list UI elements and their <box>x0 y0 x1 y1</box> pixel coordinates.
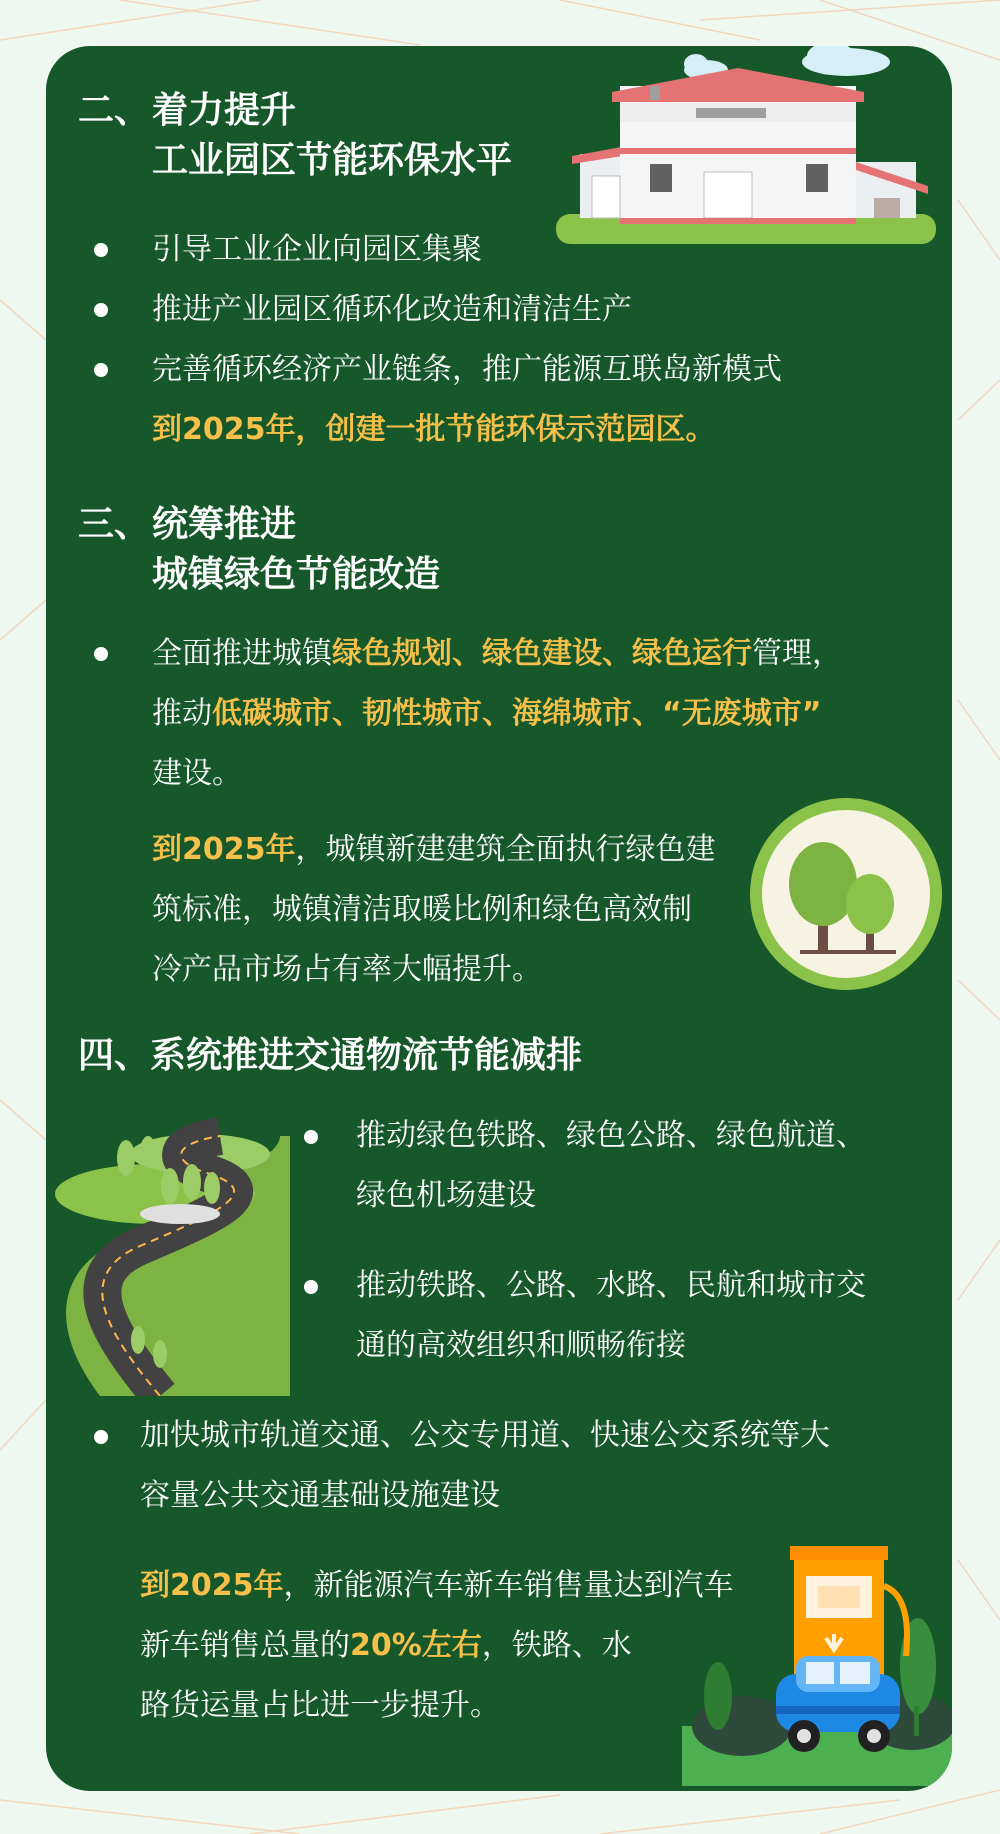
highlight-span: 绿色规划、绿色建设、绿色运行 <box>332 636 752 671</box>
section4-bullet3-line1: 加快城市轨道交通、公交专用道、快速公交系统等大 <box>140 1418 830 1453</box>
bullet-dot <box>94 1430 108 1444</box>
text-span: ，铁路、水 <box>481 1628 632 1663</box>
section4-bullet2-line1: 推动铁路、公路、水路、民航和城市交 <box>356 1268 866 1303</box>
text-span: ，城镇新建建筑全面执行绿色建 <box>295 832 716 867</box>
text-span: 全面推进城镇 <box>152 636 332 671</box>
section3-title-line2: 城镇绿色节能改造 <box>152 554 441 595</box>
section2-number: 二、 <box>78 90 151 131</box>
text-span: 推动 <box>152 696 212 731</box>
section4-bullet2-line2: 通的高效组织和顺畅衔接 <box>356 1328 686 1363</box>
section2-bullet-3: 完善循环经济产业链条，推广能源互联岛新模式 <box>152 352 782 387</box>
bullet-dot <box>304 1280 318 1294</box>
section2-bullet-2: 推进产业园区循环化改造和清洁生产 <box>152 292 632 327</box>
trees-badge-icon <box>748 796 944 992</box>
section3-target-line3: 冷产品市场占有率大幅提升。 <box>152 952 542 987</box>
ev-charging-car-icon <box>682 1546 952 1791</box>
section2-title-line1: 着力提升 <box>152 90 297 131</box>
section3-title-line1: 统筹推进 <box>152 504 297 545</box>
section4-bullet1-line1: 推动绿色铁路、绿色公路、绿色航道、 <box>356 1118 866 1153</box>
section2-target: 到2025年，创建一批节能环保示范园区。 <box>152 412 716 447</box>
section4-target-line2 <box>140 1616 632 1676</box>
bullet-dot <box>94 363 108 377</box>
section3-target-line2: 筑标准，城镇清洁取暖比例和绿色高效制 <box>152 892 692 927</box>
section3-bullet-line2 <box>152 684 821 744</box>
text-span: ，新能源汽车新车销售量达到汽车 <box>283 1568 734 1603</box>
bullet-dot <box>94 647 108 661</box>
factory-illustration-icon <box>556 46 952 256</box>
highlight-span: 到2025年 <box>140 1568 284 1603</box>
section2-bullet-1: 引导工业企业向园区集聚 <box>152 232 482 267</box>
bullet-dot <box>304 1130 318 1144</box>
section3-bullet-line1 <box>152 624 842 684</box>
section4-title: 四、系统推进交通物流节能减排 <box>78 1035 583 1076</box>
section3-target-line1 <box>152 820 716 880</box>
section3-number: 三、 <box>78 504 151 545</box>
highlight-span: 到2025年 <box>152 832 296 867</box>
content-panel <box>46 46 952 1791</box>
winding-road-icon <box>46 1096 290 1396</box>
section4-bullet3-line2: 容量公共交通基础设施建设 <box>140 1478 500 1513</box>
highlight-span: 低碳城市、韧性城市、海绵城市、“无废城市” <box>212 696 822 731</box>
section4-target-line3: 路货运量占比进一步提升。 <box>140 1688 500 1723</box>
section3-bullet-line3: 建设。 <box>152 756 242 791</box>
text-span: 新车销售总量的 <box>140 1628 350 1663</box>
text-span: 管理， <box>752 636 842 671</box>
bullet-dot <box>94 243 108 257</box>
section4-bullet1-line2: 绿色机场建设 <box>356 1178 536 1213</box>
section2-title-line2: 工业园区节能环保水平 <box>152 140 513 181</box>
highlight-span: 20%左右 <box>350 1628 482 1663</box>
bullet-dot <box>94 303 108 317</box>
section4-target-line1 <box>140 1556 734 1616</box>
